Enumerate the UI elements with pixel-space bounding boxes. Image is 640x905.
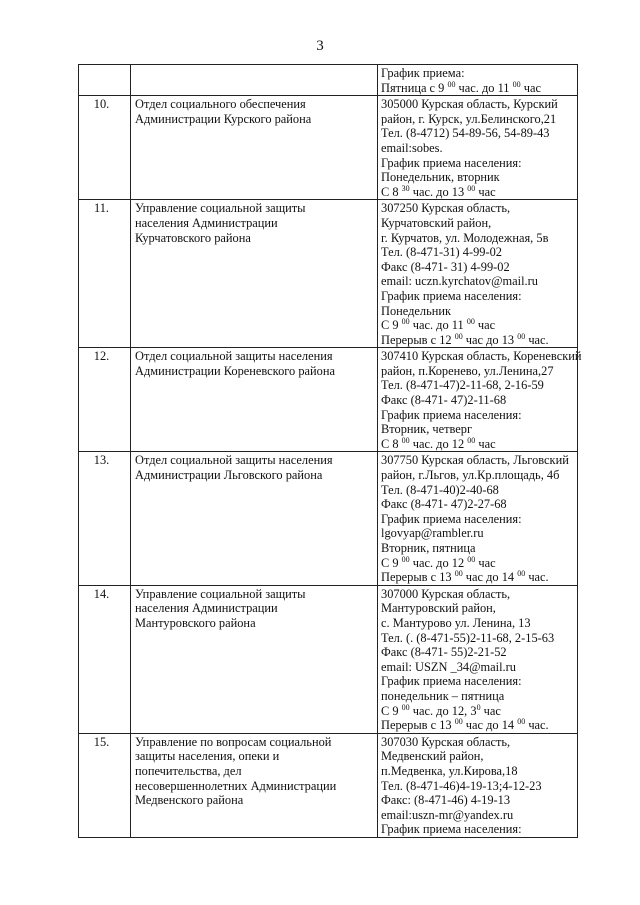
- institution-name-line: Медвенского района: [135, 793, 244, 808]
- institution-name-line: несовершеннолетних Администрации: [135, 778, 337, 793]
- institution-name: [131, 200, 378, 348]
- table-row: [79, 200, 578, 348]
- contact-line: email: uczn.kyrchatov@mail.ru: [381, 274, 538, 289]
- contact-line: С 9 $^{00}$ час. до 12, $3^0$ час: [381, 702, 501, 718]
- institution-name-line: защиты населения, опеки и: [135, 749, 280, 764]
- contact-line: Тел. (8-471-46)4-19-13;4-12-23: [381, 778, 542, 793]
- contact-line: С 8 $^{00}$ час. до 12 $^{00}$ час: [381, 435, 496, 451]
- table-row: [79, 96, 578, 200]
- contact-info: [378, 733, 578, 837]
- institution-name-line: Отдел социальной защиты населения: [135, 453, 333, 468]
- contact-line: Тел. (8-4712) 54-89-56, 54-89-43: [381, 126, 550, 141]
- contact-info: [378, 96, 578, 200]
- contact-line: г. Курчатов, ул. Молодежная, 5в: [381, 230, 549, 245]
- contact-line: Факс (8-471- 47)2-11-68: [381, 393, 507, 408]
- institution-name: [131, 348, 378, 452]
- contact-line: С 9 $^{00}$ час. до 11 $^{00}$ час: [381, 316, 496, 333]
- contact-line: Тел. (. (8-471-55)2-11-68, 2-15-63: [381, 630, 555, 645]
- contact-line: С 8 $^{30}$ час. до 13 $^{00}$ час: [381, 183, 496, 199]
- contact-line: Тел. (8-471-31) 4-99-02: [381, 245, 502, 260]
- contact-line: Перерыв с 13 $^{00}$ час до 14 $^{00}$ час.: [381, 717, 549, 733]
- institution-name-line: Курчатовского района: [135, 230, 251, 245]
- institution-name-line: Отдел социальной защиты населения: [135, 349, 333, 364]
- table-row: [79, 65, 578, 96]
- institution-name-line: Администрации Льговского района: [135, 468, 323, 483]
- row-number: 12.: [79, 348, 131, 452]
- contact-line: График приема населения:: [381, 511, 522, 526]
- institution-name: [131, 96, 378, 200]
- institution-name-line: попечительства, дел: [135, 763, 242, 778]
- contact-line: Факс: (8-471-46) 4-19-13: [381, 793, 511, 808]
- contact-line: График приема населения:: [381, 288, 522, 303]
- institution-name-line: Администрации Кореневского района: [135, 363, 335, 378]
- table-row: [79, 585, 578, 733]
- contact-info: [378, 348, 582, 452]
- contact-line: С 9 $^{00}$ час. до 12 $^{00}$ час: [381, 554, 496, 570]
- contact-line: Пятница с 9 $^{00}$ час. до 11 $^{00}$ час: [381, 79, 541, 95]
- institution-name: [131, 585, 378, 733]
- contact-line: График приема населения:: [381, 674, 522, 689]
- table-row: [79, 348, 578, 452]
- contact-line: Факс (8-471- 47)2-27-68: [381, 497, 507, 512]
- contact-line: Перерыв с 13 $^{00}$ час до 14 $^{00}$ час.: [381, 569, 549, 585]
- institution-name: [131, 452, 378, 585]
- contact-line: район, п.Коренево, ул.Ленина,27: [381, 363, 554, 378]
- institution-name-line: Управление социальной защиты: [135, 586, 306, 601]
- contact-line: График приема населения:: [381, 407, 522, 422]
- contact-line: п.Медвенка, ул.Кирова,18: [381, 763, 518, 778]
- row-number: 11.: [79, 200, 131, 348]
- contact-info: [378, 65, 578, 96]
- contact-info: [378, 585, 578, 733]
- institution-name-line: Управление по вопросам социальной: [135, 734, 332, 749]
- institution-name-line: Администрации Курского района: [135, 111, 312, 126]
- row-number: 13.: [79, 452, 131, 585]
- contact-line: График приема:: [381, 66, 465, 80]
- contact-line: Перерыв с 12 $^{00}$ час до 13 $^{00}$ час.: [381, 331, 549, 347]
- institution-name-line: Управление социальной защиты: [135, 201, 306, 216]
- institution-name-line: населения Администрации: [135, 215, 278, 230]
- institutions-table: [78, 64, 582, 838]
- row-number: 15.: [79, 733, 131, 837]
- contact-line: с. Мантурово ул. Ленина, 13: [381, 615, 531, 630]
- contact-info: [378, 452, 578, 585]
- page-number: 3: [316, 38, 324, 54]
- contact-line: График приема населения:: [381, 155, 522, 170]
- contact-line: Понедельник, вторник: [381, 170, 500, 185]
- contact-line: понедельник – пятница: [381, 688, 505, 703]
- contact-line: lgovyap@rambler.ru: [381, 526, 484, 541]
- contact-info: [378, 200, 578, 348]
- row-number: 10.: [79, 96, 131, 200]
- contact-line: 307030 Курская область,: [381, 734, 511, 749]
- contact-line: район, г.Льгов, ул.Кр.площадь, 4б: [381, 468, 560, 483]
- contact-line: 307250 Курская область,: [381, 201, 511, 216]
- institution-name-line: населения Администрации: [135, 601, 278, 616]
- contact-line: Понедельник: [381, 303, 452, 318]
- contact-line: email:sobes.: [381, 140, 443, 155]
- institution-name-line: Отдел социального обеспечения: [135, 97, 306, 112]
- institution-name-line: Мантуровского района: [135, 615, 256, 630]
- contact-line: Курчатовский район,: [381, 215, 492, 230]
- contact-line: 307750 Курская область, Льговский: [381, 453, 569, 468]
- contact-line: Мантуровский район,: [381, 601, 496, 616]
- table-row: [79, 733, 578, 837]
- contact-line: email:uszn-mr@yandex.ru: [381, 807, 514, 822]
- institution-name: [131, 65, 378, 96]
- contact-line: 307000 Курская область,: [381, 586, 511, 601]
- contact-line: Факс (8-471- 31) 4-99-02: [381, 259, 510, 274]
- contact-line: Вторник, пятница: [381, 541, 476, 555]
- contact-line: Вторник, четверг: [381, 422, 473, 437]
- row-number: [79, 65, 131, 96]
- contact-line: email: USZN _34@mail.ru: [381, 659, 516, 674]
- table-row: [79, 452, 578, 585]
- contact-line: 305000 Курская область, Курский: [381, 97, 558, 112]
- row-number: 14.: [79, 585, 131, 733]
- contact-line: Факс (8-471- 55)2-21-52: [381, 645, 507, 660]
- contact-line: Медвенский район,: [381, 749, 484, 764]
- contact-line: 307410 Курская область, Кореневский: [381, 349, 582, 364]
- institution-name: [131, 733, 378, 837]
- contact-line: Тел. (8-471-47)2-11-68, 2-16-59: [381, 378, 544, 393]
- contact-line: Тел. (8-471-40)2-40-68: [381, 482, 499, 497]
- contact-line: район, г. Курск, ул.Белинского,21: [381, 111, 557, 126]
- contact-line: График приема населения:: [381, 822, 522, 837]
